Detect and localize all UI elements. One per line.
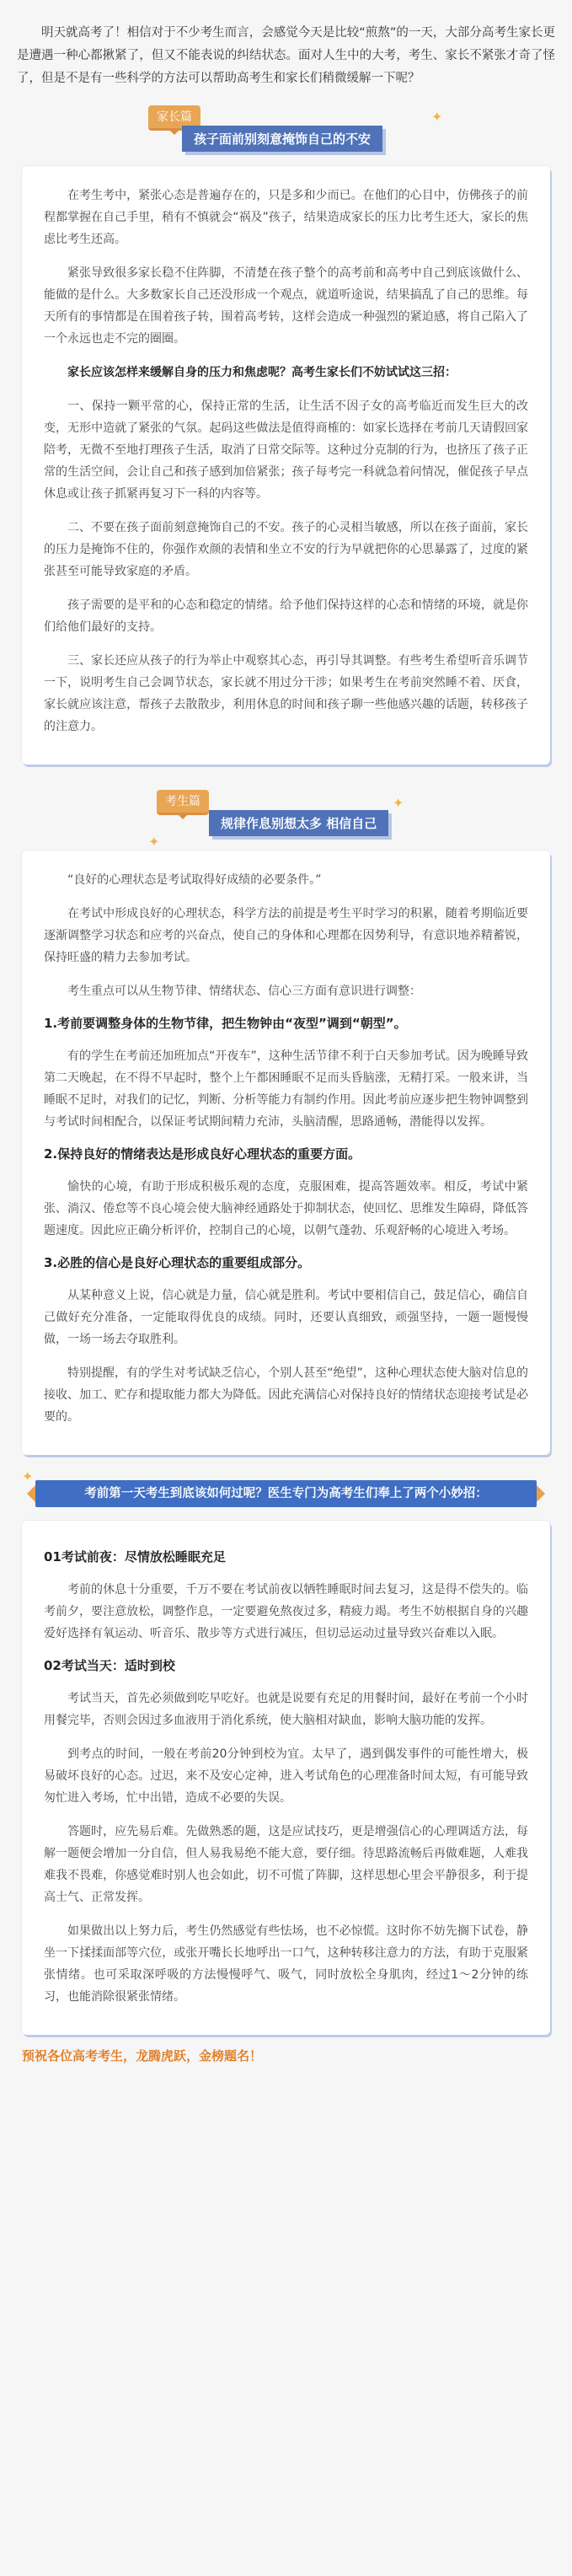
content-card <box>22 851 550 1455</box>
students-section <box>22 790 550 1455</box>
subheading: 01考试前夜：尽情放松睡眠充足 <box>44 1549 226 1564</box>
paragraph: 有的学生在考前还加班加点“开夜车”，这种生活节律不利于白天参加考试。因为晚睡导致第二天晚起，在不得不早起时，整个上午都困睡眠不足而头昏脑涨，无精打采。一般来讲，当睡眠不足时，对我们的记忆，判断、分析等能力有制约作用。因此考前应逐步把生物钟调整到与考试时间相配合，以保证考试期间精力充沛，头脑清醒，思路通畅，潜能得以发挥。 <box>44 1049 528 1129</box>
paragraph: 三、家长还应从孩子的行为举止中观察其心态，再引导其调整。有些考生希望听音乐调节一下，说明考生自己会调节状态，家长就不用过分干涉；如果考生在考前突然睡不着、厌食，家长就应该注意，帮孩子去散散步，利用休息的时间和孩子聊一些他感兴趣的话题，转移孩子的注意力。 <box>44 654 528 733</box>
section-tag: 家长篇 <box>148 105 200 131</box>
section-title: 孩子面前别刻意掩饰自己的不安 <box>182 126 382 152</box>
tips-banner <box>22 1468 550 1514</box>
banner-text: 考前第一天考生到底该如何过呢？医生专门为高考生们奉上了两个小妙招： <box>35 1480 537 1507</box>
subheading: 2.保持良好的情绪表达是形成良好心理状态的重要方面。 <box>44 1146 361 1162</box>
section-title: 规律作息别想太多 相信自己 <box>209 810 388 836</box>
intro-paragraph: 明天就高考了！相信对于不少考生而言，会感觉今天是比较“煎熬”的一天，大部分高考生家长更是遭遇一种心都揪紧了，但又不能表说的纠结状态。面对人生中的大考，考生、家长不紧张才奇了怪了，但是不是有一些科学的方法可以帮助高考生和家长们稍微缓解一下呢？ <box>17 26 555 85</box>
sparkle-icon: ✦ <box>393 795 404 811</box>
banner-arrow-icon <box>27 1485 35 1502</box>
paragraph: 在考生考中，紧张心态是普遍存在的，只是多和少而已。在他们的心目中，仿佛孩子的前程都掌握在自己手里，稍有不慎就会“祸及”孩子，结果造成家长的压力比考生还大，家长的焦虑比考生还高。 <box>44 189 528 246</box>
subheading: 1.考前要调整身体的生物节律，把生物钟由“夜型”调到“朝型”。 <box>44 1016 407 1031</box>
parents-section <box>22 105 550 765</box>
paragraph: 考试当天，首先必须做到吃早吃好。也就是说要有充足的用餐时间，最好在考前一个小时用餐完毕，否则会因过多血液用于消化系统，使大脑相对缺血，影响大脑功能的发挥。 <box>44 1692 528 1727</box>
closing-wish: 预祝各位高考考生，龙腾虎跃，金榜题名！ <box>22 2048 263 2063</box>
paragraph: 紧张导致很多家长稳不住阵脚，不清楚在孩子整个的高考前和高考中自己到底该做什么、能做的是什么。大多数家长自己还没形成一个观点，就道听途说，结果搞乱了自己的思维。每天所有的事情都是在围着孩子转，围着高考转，这样会造成一种强烈的紧迫感，将自己陷入了一个永远也走不完的圈圈。 <box>44 266 528 346</box>
subheading: 3.必胜的信心是良好心理状态的重要组成部分。 <box>44 1255 311 1270</box>
paragraph: 一、保持一颗平常的心，保持正常的生活，让生活不因子女的高考临近而发生巨大的改变，无形中造就了紧张的气氛。起码这些做法是值得商榷的：如家长选择在考前几天请假回家陪考，无微不至地打理孩子生活，取消了日常交际等。这种过分克制的行为，也挤压了孩子正常的生活空间，会让自己和孩子感到加倍紧张；孩子每考完一科就急着问情况，催促孩子早点休息或让孩子抓紧再复习下一科的内容等。 <box>44 400 528 501</box>
section-header <box>22 790 550 851</box>
paragraph: 孩子需要的是平和的心态和稳定的情绪。给予他们保持这样的心态和情绪的环境，就是你们给他们最好的支持。 <box>44 598 528 634</box>
paragraph: 愉快的心境，有助于形成积极乐观的态度，克服困难，提高答题效率。相反，考试中紧张、淌汉、倦怠等不良心境会使大脑神经通路处于抑制状态，使回忆、思维发生障碍，降低答题速度。因此应正确分析评价，控制自己的心境，以朝气蓬勃、乐观舒畅的心境进入考场。 <box>44 1180 528 1237</box>
paragraph: 考前的休息十分重要，千万不要在考试前夜以牺牲睡眠时间去复习，这是得不偿失的。临考前夕，要注意放松，调整作息，一定要避免熬夜过多，精疲力竭。考生不妨根据自身的兴趣爱好选择有氧运动、听音乐、散步等方式进行减压，但切忌运动过量导致兴奋难以入眠。 <box>44 1583 528 1640</box>
paragraph: 二、不要在孩子面前刻意掩饰自己的不安。孩子的心灵相当敏感，所以在孩子面前，家长的压力是掩饰不住的，你强作欢颜的表情和坐立不安的行为早就把你的心思暴露了，过度的紧张甚至可能导致家庭的矛盾。 <box>44 521 528 578</box>
paragraph: 考生重点可以从生物节律、情绪状态、信心三方面有意识进行调整： <box>67 985 421 998</box>
paragraph: 答题时，应先易后难。先做熟悉的题，这是应试技巧，更是增强信心的心理调适方法，每解一题便会增加一分自信，但人易我易绝不能大意，要仔细。待思路流畅后再做难题，人难我难我不畏难，你感觉难时别人也会如此，切不可慌了阵脚，这样思想心里会平静很多，利于提高士气、正常发挥。 <box>44 1825 528 1904</box>
paragraph: 在考试中形成良好的心理状态，科学方法的前提是考生平时学习的积累，随着考期临近要逐渐调整学习状态和应考的兴奋点，使自己的身体和心理都在因势利导，有意识地养精蓄锐，保持旺盛的精力去参加考试。 <box>44 907 528 964</box>
paragraph: “良好的心理状态是考试取得好成绩的必要条件。” <box>67 873 322 887</box>
paragraph: 到考点的时间，一般在考前20分钟到校为宜。太早了，遇到偶发事件的可能性增大，极易破坏良好的心态。过迟，来不及安心定神，进入考试角色的心理准备时间太短，有可能导致匆忙进入考场，忙中出错，造成不必要的失误。 <box>44 1747 528 1805</box>
content-card <box>22 166 550 765</box>
tips-section <box>22 1521 550 2035</box>
paragraph: 从某种意义上说，信心就是力量，信心就是胜利。考试中要相信自己，鼓足信心，确信自己做好充分准备，一定能取得优良的成绩。同时，还要认真细致，顽强坚持，一题一题慢慢做，一场一场去夺取胜利。 <box>44 1289 528 1346</box>
subheading: 02考试当天：适时到校 <box>44 1658 175 1673</box>
sparkle-icon: ✦ <box>148 834 160 850</box>
banner-arrow-icon <box>537 1485 545 1502</box>
sparkle-icon: ✦ <box>22 1468 34 1484</box>
paragraph: 特别提醒，有的学生对考试缺乏信心，个别人甚至“绝望”，这种心理状态使大脑对信息的接收、加工、贮存和提取能力都大为降低。因此充满信心对保持良好的情绪状态迎接考试是必要的。 <box>44 1366 528 1424</box>
section-tag: 考生篇 <box>157 790 209 815</box>
sparkle-icon: ✦ <box>431 109 443 125</box>
paragraph: 如果做出以上努力后，考生仍然感觉有些怯场，也不必惊慌。这时你不妨先搁下试卷，静坐一下揉揉面部等穴位，或张开嘴长长地呼出一口气，这种转移注意力的方法，有助于克服紧张情绪。也可采取深呼吸的方法慢慢呼气、吸气，同时放松全身肌肉，经过1～2分钟的练习，也能消除很紧张情绪。 <box>44 1924 528 2004</box>
paragraph: 家长应该怎样来缓解自身的压力和焦虑呢？高考生家长们不妨试试这三招： <box>67 366 457 379</box>
section-header <box>22 105 550 166</box>
content-card <box>22 1521 550 2035</box>
